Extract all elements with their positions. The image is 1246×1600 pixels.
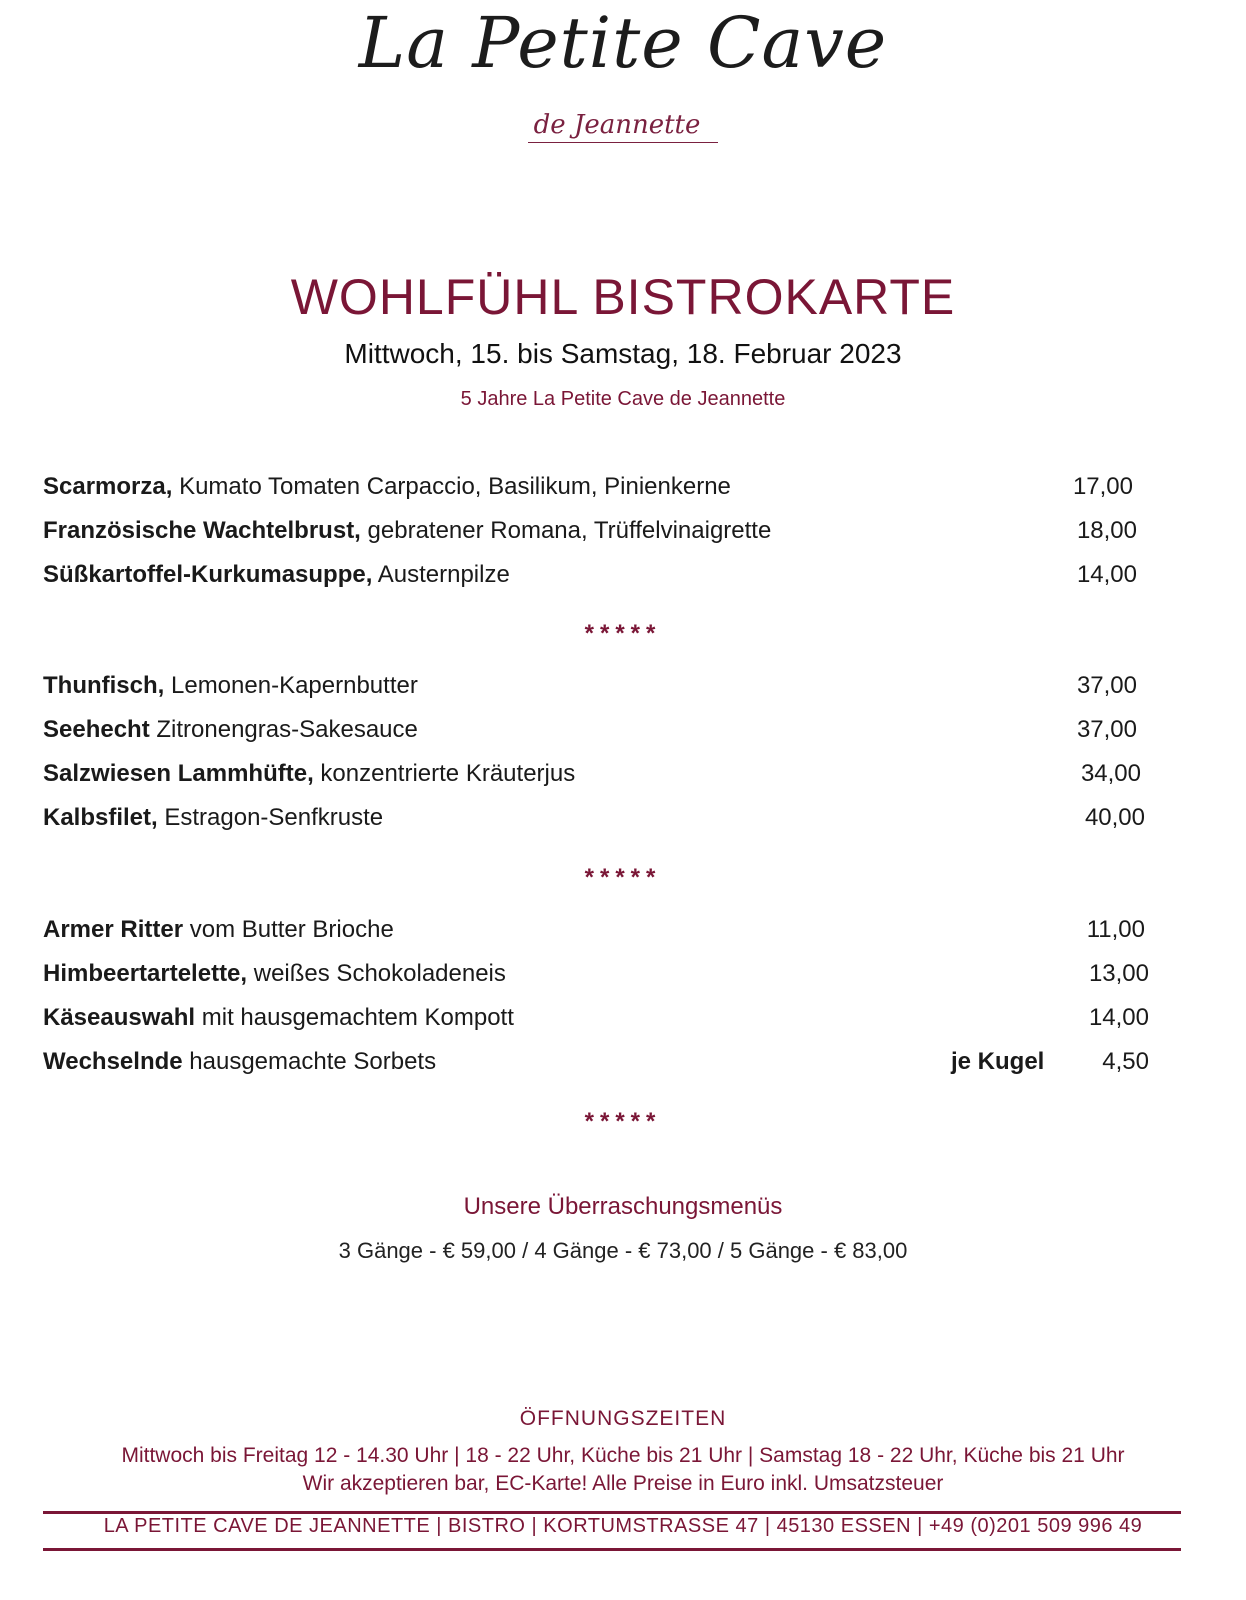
dish-desc: konzentrierte Kräuterjus (313, 760, 576, 787)
section-separator: ***** (584, 620, 662, 647)
dish-price: 4,50 (1102, 1048, 1149, 1075)
dish-price: 37,00 (1076, 672, 1137, 699)
menu-item (43, 752, 1163, 796)
dish-name: Süßkartoffel-Kurkumasuppe, (43, 561, 373, 588)
menu-item (43, 509, 1163, 553)
logo-sub-text: de Jeannette (528, 110, 719, 143)
dish-price: 17,00 (1072, 473, 1133, 500)
dish-price: 40,00 (1084, 804, 1145, 831)
dish-name: Thunfisch, (43, 672, 165, 699)
logo-main: La Petite Cave (358, 2, 888, 84)
anniversary-note: 5 Jahre La Petite Cave de Jeannette (460, 388, 786, 410)
dish-name: Kalbsfilet, (43, 804, 158, 831)
dish-price: 34,00 (1080, 760, 1141, 787)
menu-item (43, 664, 1163, 708)
dish-desc: mit hausgemachtem Kompott (195, 1004, 514, 1031)
dish-desc: gebratener Romana, Trüffelvinaigrette (360, 517, 772, 544)
dish-name: Scarmorza, (43, 473, 173, 500)
dish-price: 14,00 (1088, 1004, 1149, 1031)
logo-sub (0, 112, 1246, 138)
menu-item (43, 908, 1163, 952)
menu-item (43, 1040, 1163, 1084)
section-separator: ***** (584, 864, 662, 891)
dish-desc: Kumato Tomaten Carpaccio, Basilikum, Pinienkerne (172, 473, 731, 500)
dish-name: Käseauswahl (43, 1004, 196, 1031)
address-line: LA PETITE CAVE DE JEANNETTE | BISTRO | KORTUMSTRASSE 47 | 45130 ESSEN | +49 (0)201 509 996 49 (103, 1515, 1143, 1537)
menu-item (43, 996, 1163, 1040)
dish-price: 11,00 (1086, 916, 1145, 943)
dish-desc: Zitronengras-Sakesauce (149, 716, 418, 743)
dish-name: Wechselnde (43, 1048, 183, 1075)
dish-desc: Lemonen-Kapernbutter (164, 672, 418, 699)
menu-item (43, 796, 1163, 840)
dish-desc: hausgemachte Sorbets (182, 1048, 437, 1075)
dish-name: Französische Wachtelbrust, (43, 517, 361, 544)
dish-price: 14,00 (1076, 561, 1137, 588)
footer-divider-top (43, 1511, 1181, 1514)
section-separator: ***** (584, 1108, 662, 1135)
dish-price: 13,00 (1088, 960, 1149, 987)
dish-desc: weißes Schokoladeneis (247, 960, 506, 987)
menu-item (43, 708, 1163, 752)
opening-hours-title: ÖFFNUNGSZEITEN (519, 1407, 727, 1430)
dish-price: 37,00 (1076, 716, 1137, 743)
dish-name: Salzwiesen Lammhüfte, (43, 760, 314, 787)
menu-item (43, 952, 1163, 996)
footer-divider-bottom (43, 1548, 1181, 1551)
dish-desc: vom Butter Brioche (183, 916, 394, 943)
payment-note: Wir akzeptieren bar, EC-Karte! Alle Preise in Euro inkl. Umsatzsteuer (302, 1472, 944, 1495)
opening-hours: Mittwoch bis Freitag 12 - 14.30 Uhr | 18 - 22 Uhr, Küche bis 21 Uhr | Samstag 18 - 22 Uhr, Küche bis 21 Uhr (121, 1444, 1125, 1467)
dish-price: 18,00 (1076, 517, 1137, 544)
surprise-menu-prices: 3 Gänge - € 59,00 / 4 Gänge - € 73,00 / 5 Gänge - € 83,00 (338, 1238, 908, 1263)
date-range: Mittwoch, 15. bis Samstag, 18. Februar 2023 (344, 338, 902, 369)
dish-desc: Austernpilze (372, 561, 510, 588)
surprise-menu-title: Unsere Überraschungsmenüs (463, 1193, 783, 1220)
page-title: WOHLFÜHL BISTROKARTE (290, 269, 956, 325)
menu-item (43, 465, 1163, 509)
dish-name: Seehecht (43, 716, 150, 743)
price-unit-note: je Kugel (951, 1048, 1045, 1075)
dish-desc: Estragon-Senfkruste (157, 804, 384, 831)
menu-item (43, 553, 1163, 597)
dish-name: Armer Ritter (43, 916, 184, 943)
dish-name: Himbeertartelette, (43, 960, 248, 987)
